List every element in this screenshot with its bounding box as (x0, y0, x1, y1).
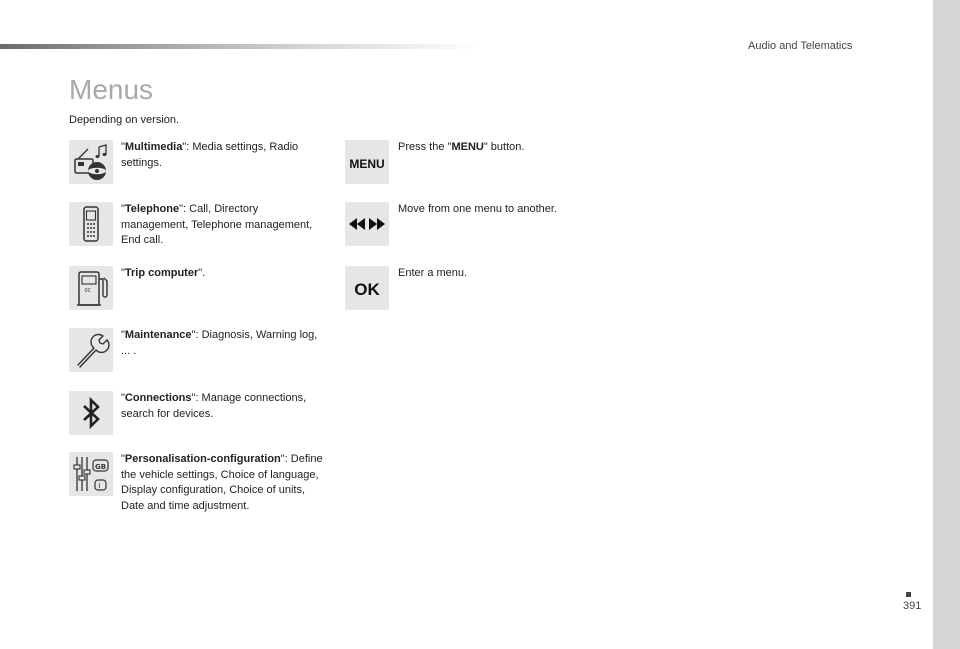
svg-text:0C: 0C (84, 288, 92, 294)
intro-text: Depending on version. (69, 114, 180, 126)
svg-text:GB: GB (95, 463, 107, 471)
svg-text:MENU: MENU (349, 157, 385, 171)
menu-name: Maintenance (124, 329, 192, 341)
bluetooth-icon (69, 391, 113, 435)
fuel-pump-icon (69, 266, 113, 310)
settings-sliders-icon (69, 452, 113, 496)
svg-text:OK: OK (354, 280, 380, 299)
menu-description: "Connections": Manage connections, search for devices. (121, 392, 307, 420)
button-description: Move from one menu to another. (398, 203, 557, 215)
section-title: Audio and Telematics (748, 40, 853, 52)
menu-description: "Maintenance": Diagnosis, Warning log, ... . (121, 329, 318, 357)
button-description: Press the "MENU" button. (398, 141, 525, 153)
button-key: MENU (451, 141, 484, 153)
page-title: Menus (69, 74, 154, 105)
multimedia-icon (69, 140, 113, 184)
menu-description: "Personalisation-configuration": Define the vehicle settings, Choice of language, Display configuration, Choice of units, Date and time adjustment. (121, 453, 323, 512)
menu-name: Telephone (124, 203, 180, 215)
menu-name: Personalisation-configuration (124, 453, 281, 465)
telephone-icon (69, 202, 113, 246)
wrench-icon (69, 328, 113, 372)
menu-name: Trip computer (124, 267, 199, 279)
page-marker (906, 592, 911, 597)
menu-name: Connections (124, 392, 192, 404)
arrows-button-icon (345, 202, 389, 246)
menu-name: Multimedia (124, 141, 183, 153)
header-rule (0, 44, 480, 49)
page-sidebar-strip (933, 0, 960, 649)
menu-button-icon (345, 140, 389, 184)
menu-description: "Telephone": Call, Directory management, Telephone management, End call. (121, 203, 313, 246)
ok-button-icon (345, 266, 389, 310)
page-number: 391 (903, 600, 922, 612)
button-description: Enter a menu. (398, 267, 468, 279)
menu-description: "Multimedia": Media settings, Radio settings. (121, 141, 299, 169)
svg-text:I: I (98, 482, 101, 490)
menu-description: "Trip computer". (121, 267, 206, 279)
